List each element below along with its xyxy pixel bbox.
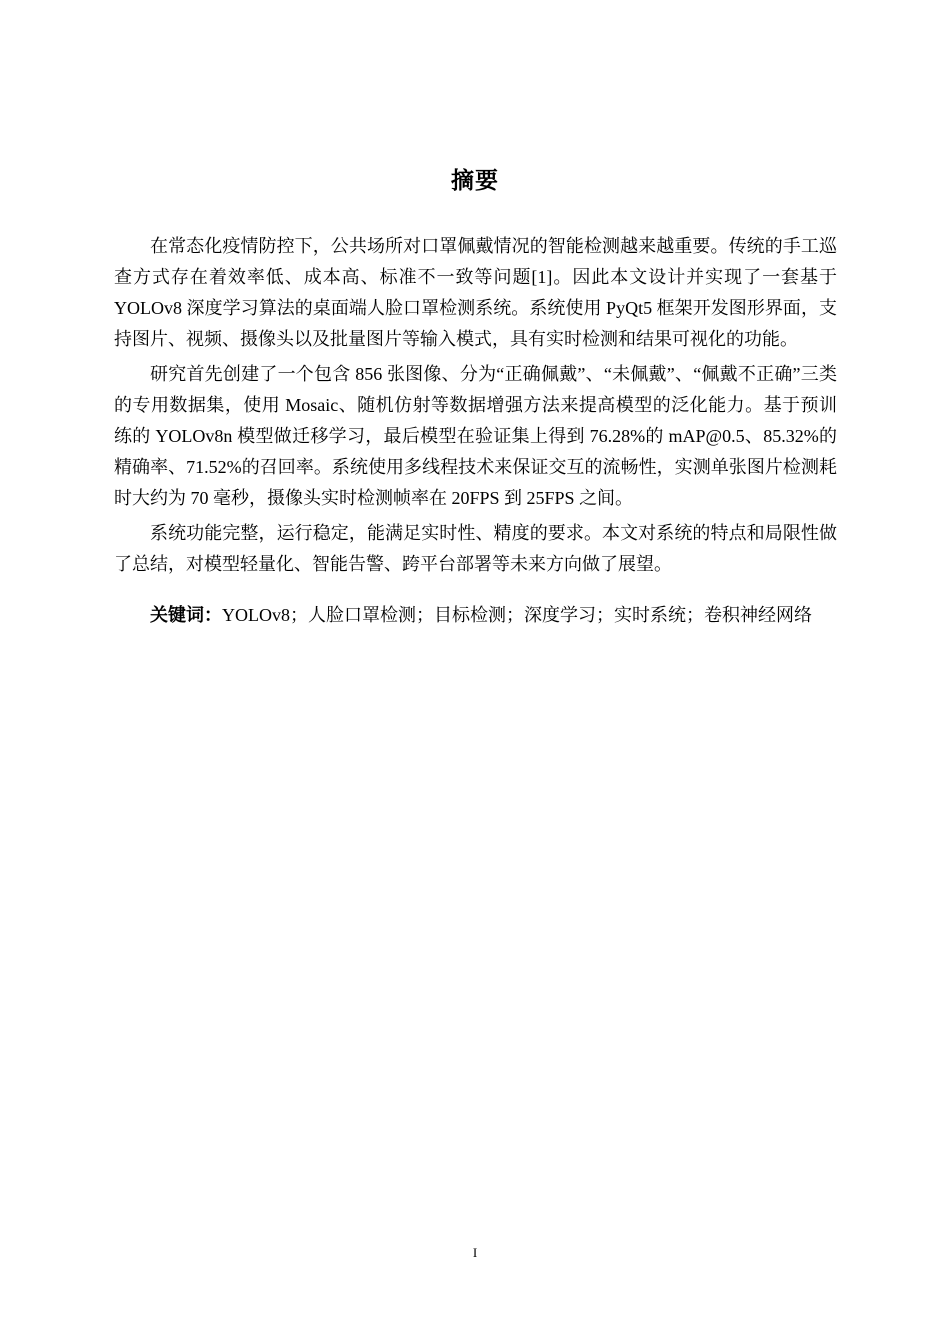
abstract-paragraph-2: 研究首先创建了一个包含 856 张图像、分为“正确佩戴”、“未佩戴”、“佩戴不正确”三类的专用数据集，使用 Mosaic、随机仿射等数据增强方法来提高模型的泛化能力。基于预训练的 YOLOv8n 模型做迁移学习，最后模型在验证集上得到 76.28%的 mAP@0.5、85.32%的精确率、71.52%的召回率。系统使用多线程技术来保证交互的流畅性，实测单张图片检测耗时大约为 70 毫秒，摄像头实时检测帧率在 20FPS 到 25FPS 之间。 <box>114 364 837 508</box>
abstract-title: 摘要 <box>451 168 499 194</box>
page-number: I <box>472 1245 478 1260</box>
abstract-paragraph-3: 系统功能完整，运行稳定，能满足实时性、精度的要求。本文对系统的特点和局限性做了总结，对模型轻量化、智能告警、跨平台部署等未来方向做了展望。 <box>114 523 837 574</box>
abstract-body <box>114 231 837 635</box>
keywords-line <box>114 600 837 631</box>
keywords-label: 关键词： <box>150 605 222 626</box>
abstract-paragraph-1: 在常态化疫情防控下，公共场所对口罩佩戴情况的智能检测越来越重要。传统的手工巡查方式存在着效率低、成本高、标准不一致等问题[1]。因此本文设计并实现了一套基于 YOLOv8 深度学习算法的桌面端人脸口罩检测系统。系统使用 PyQt5 框架开发图形界面，支持图片、视频、摄像头以及批量图片等输入模式，具有实时检测和结果可视化的功能。 <box>114 236 837 349</box>
keywords-text: YOLOv8；人脸口罩检测；目标检测；深度学习；实时系统；卷积神经网络 <box>222 605 812 625</box>
